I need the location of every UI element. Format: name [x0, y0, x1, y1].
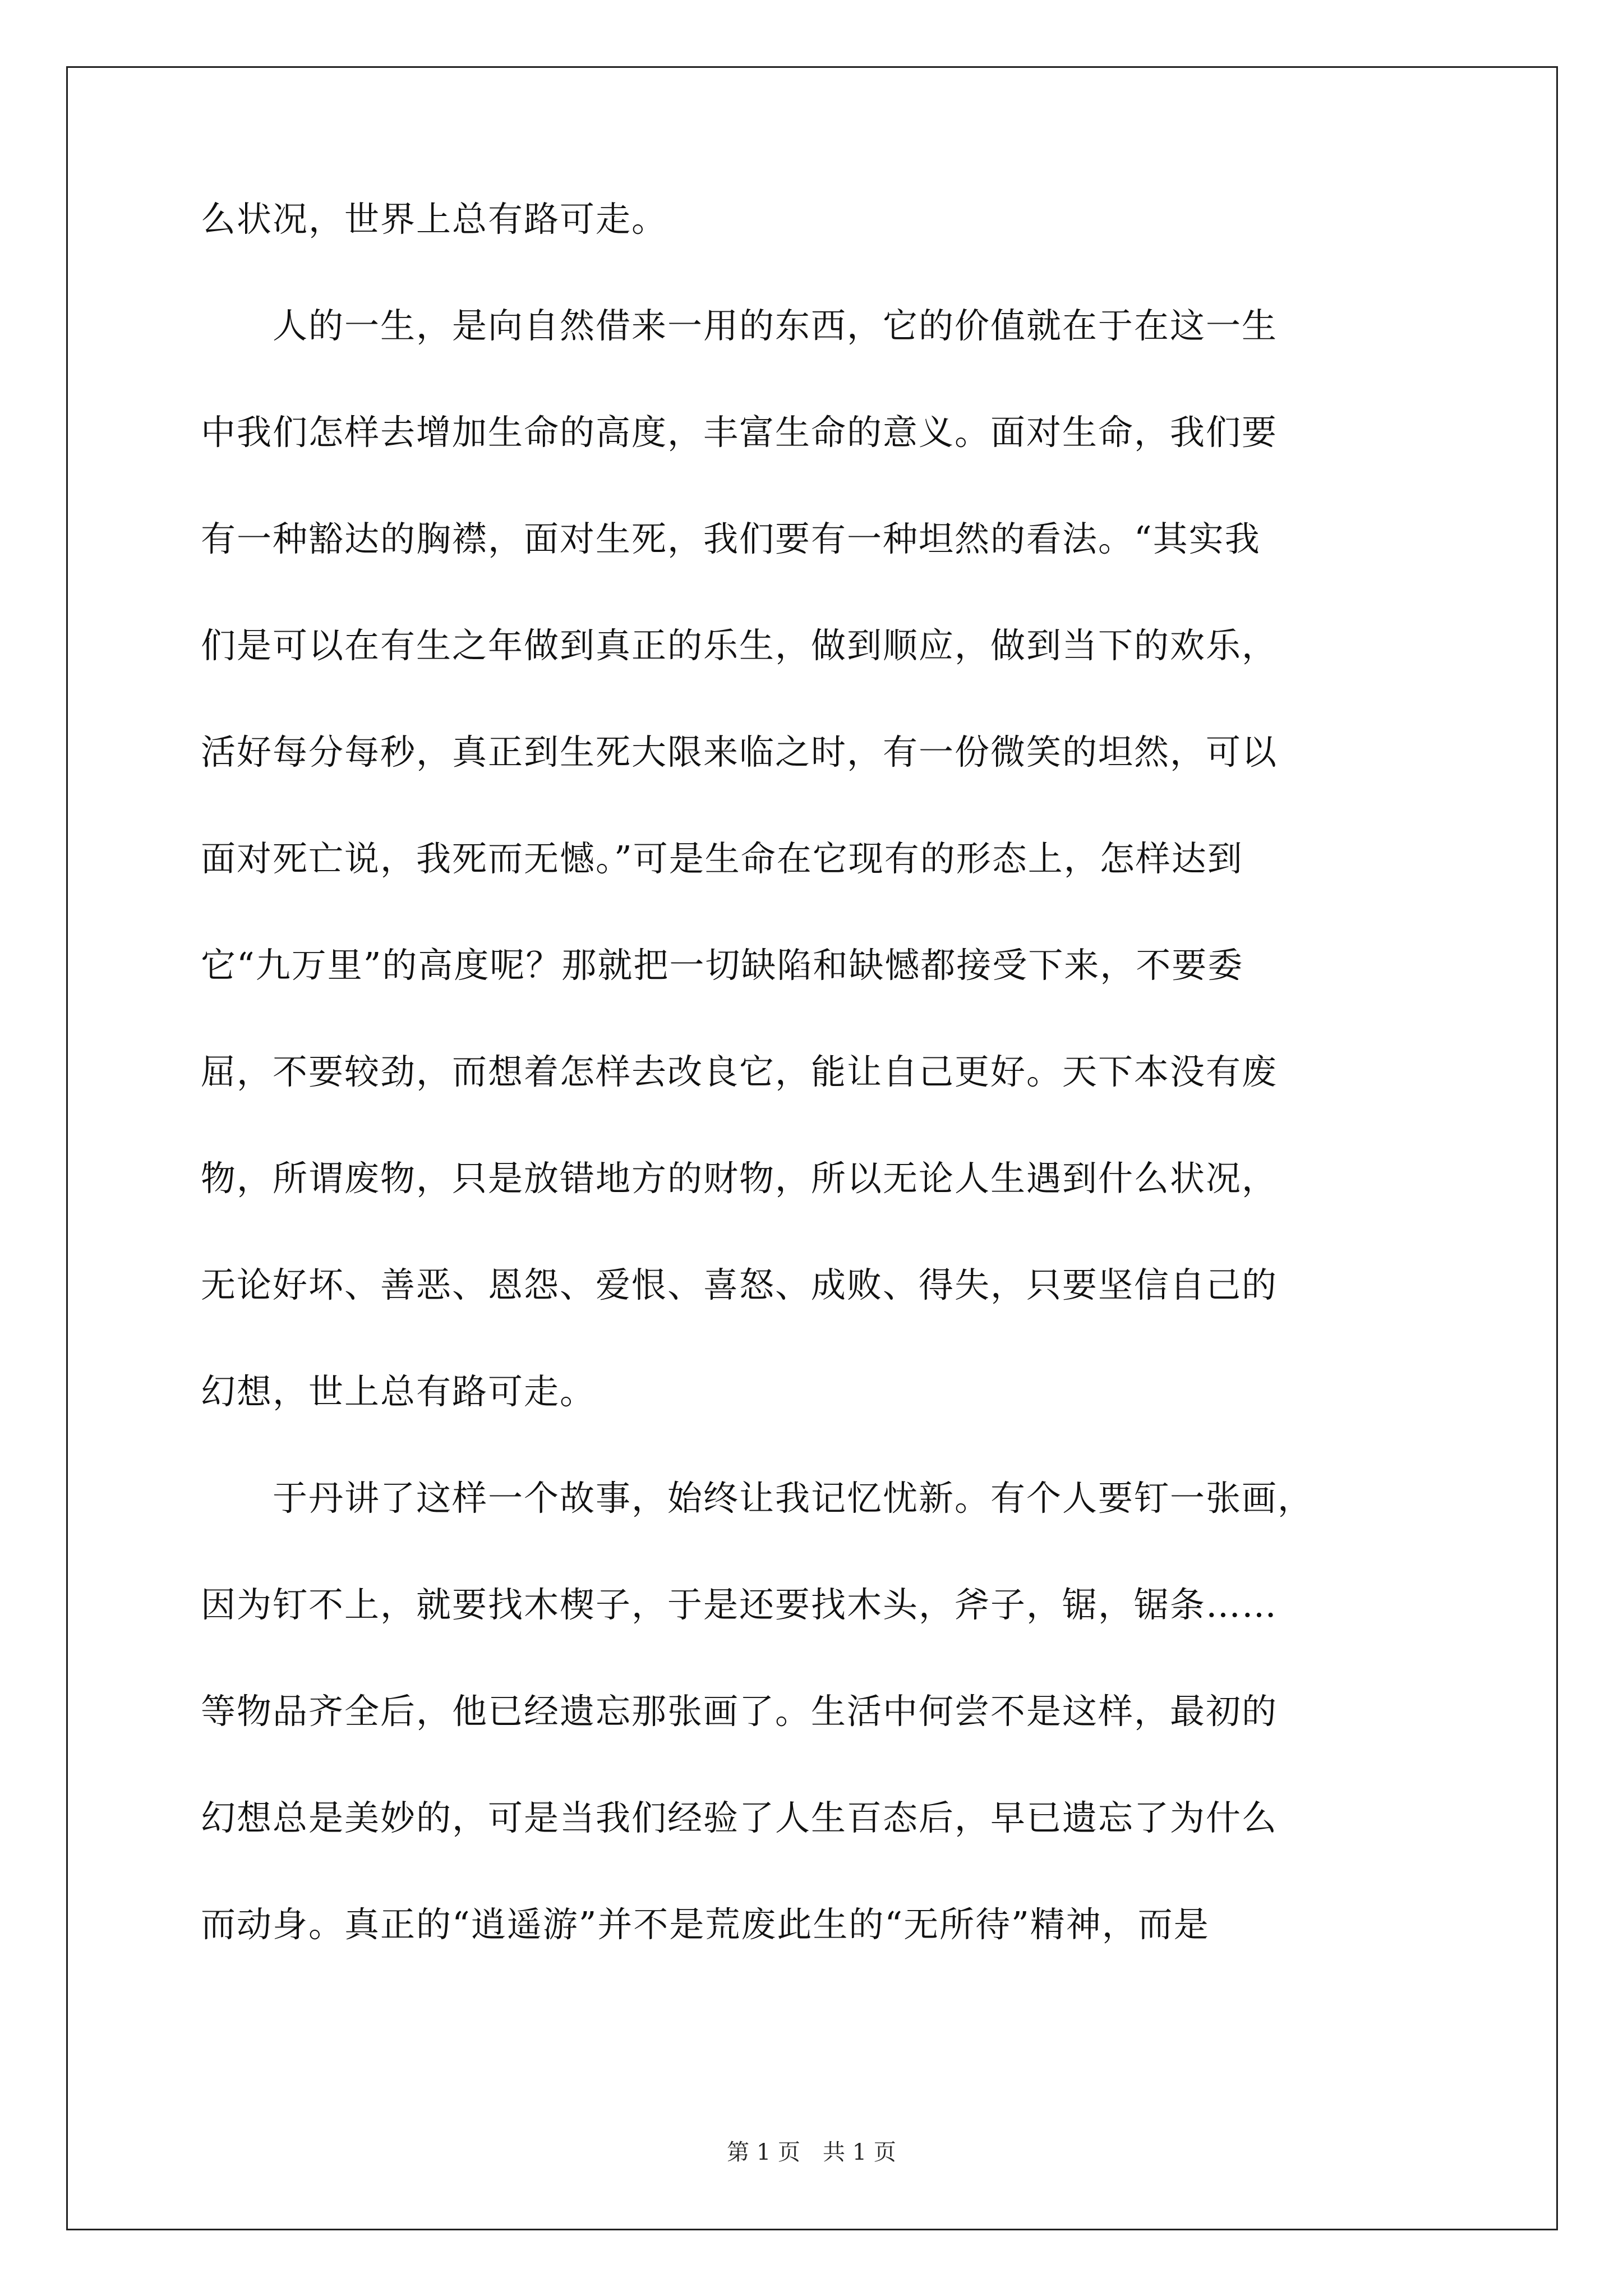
text-line: 等物品齐全后，他已经遗忘那张画了。生活中何尝不是这样，最初的 [201, 1691, 1278, 1732]
text-line: 幻想，世上总有路可走。 [201, 1371, 596, 1412]
text-line: 于丹讲了这样一个故事，始终让我记忆忧新。有个人要钉一张画， [201, 1478, 1314, 1519]
text-line: 屈，不要较劲，而想着怎样去改良它，能让自己更好。天下本没有废 [201, 1051, 1278, 1092]
text-line: 人的一生，是向自然借来一用的东西，它的价值就在于在这一生 [201, 305, 1278, 346]
text-line: 而动身。真正的“逍遥游”并不是荒废此生的“无所待”精神，而是 [201, 1904, 1210, 1945]
text-line: 因为钉不上，就要找木楔子，于是还要找木头，斧子，锯，锯条…… [201, 1584, 1278, 1625]
text-line: 活好每分每秒，真正到生死大限来临之时，有一份微笑的坦然，可以 [201, 731, 1278, 772]
text-line: 它“九万里”的高度呢？那就把一切缺陷和缺憾都接受下来，不要委 [201, 945, 1244, 986]
text-line: 中我们怎样去增加生命的高度，丰富生命的意义。面对生命，我们要 [201, 412, 1278, 453]
text-line: 么状况，世界上总有路可走。 [201, 199, 668, 240]
text-line: 无论好坏、善恶、恩怨、爱恨、喜怒、成败、得失，只要坚信自己的 [201, 1264, 1278, 1305]
text-line: 面对死亡说，我死而无憾。”可是生命在它现有的形态上，怎样达到 [201, 838, 1243, 879]
page-number-footer: 第 1 页 共 1 页 [727, 2139, 896, 2165]
text-line: 们是可以在有生之年做到真正的乐生，做到顺应，做到当下的欢乐， [201, 625, 1278, 666]
text-line: 物，所谓废物，只是放错地方的财物，所以无论人生遇到什么状况， [201, 1158, 1278, 1199]
text-line: 幻想总是美妙的，可是当我们经验了人生百态后，早已遗忘了为什么 [201, 1797, 1278, 1838]
text-line: 有一种豁达的胸襟，面对生死，我们要有一种坦然的看法。“其实我 [201, 518, 1261, 559]
